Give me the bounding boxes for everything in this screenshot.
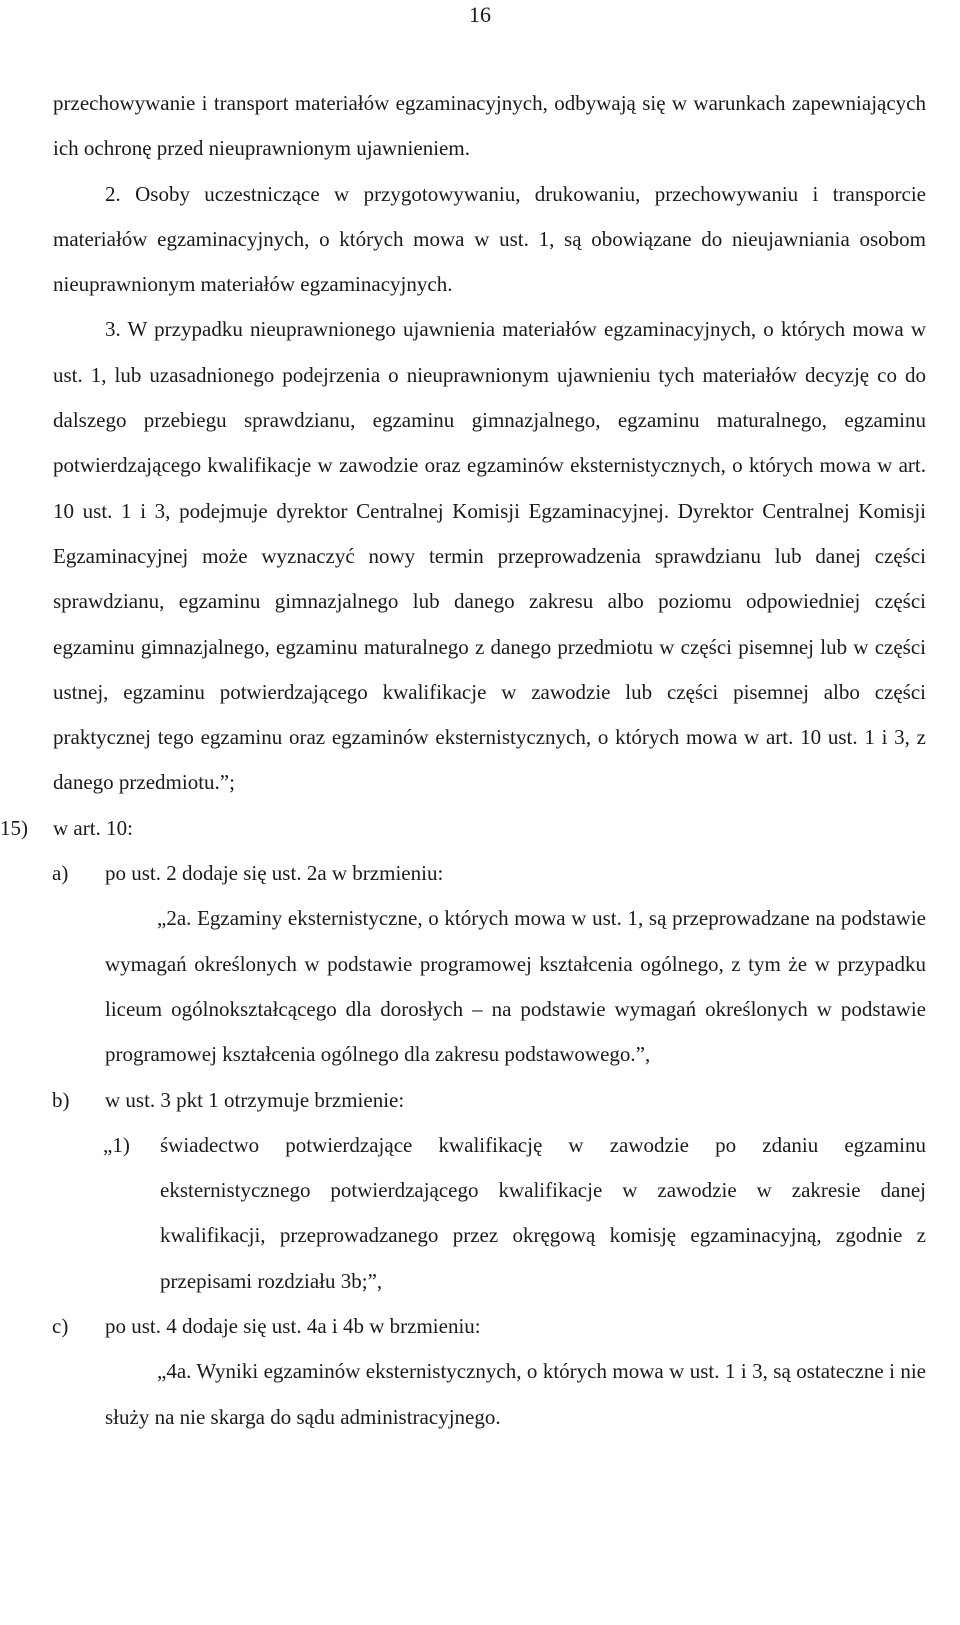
letter-b-label: b) [52,1087,70,1112]
letter-b-quote [103,1123,926,1304]
letter-c [52,1304,926,1349]
letter-b [52,1078,926,1123]
paragraph-3: 3. W przypadku nieuprawnionego ujawnienia materiałów egzaminacyjnych, o których mowa w ust. 1, lub uzasadnionego podejrzenia o nieuprawnionym ujawnieniu tych materiałów decyzję co do dalszego przebiegu sprawdzianu, egzaminu gimnazjalnego, egzaminu maturalnego, egzaminu potwierdzającego kwalifikacje w zawodzie oraz egzaminów eksternistycznych, o których mowa w art. 10 ust. 1 i 3, podejmuje dyrektor Centralnej Komisji Egzaminacyjnej. Dyrektor Centralnej Komisji Egzaminacyjnej może wyznaczyć nowy termin przeprowadzenia sprawdzianu lub danej części sprawdzianu, egzaminu gimnazjalnego lub danego zakresu albo poziomu odpowiedniej części egzaminu gimnazjalnego, egzaminu maturalnego z danego przedmiotu w części pisemnej lub w części ustnej, egzaminu potwierdzającego kwalifikacje w zawodzie lub części pisemnej albo części praktycznej tego egzaminu oraz egzaminów eksternistycznych, o których mowa w art. 10 ust. 1 i 3, z danego przedmiotu.”; [53,317,926,795]
point-15 [0,806,926,851]
letter-b-quote-number [103,1123,130,1168]
point-15-number: 15) [0,815,28,840]
paragraph-2: 2. Osoby uczestniczące w przygotowywaniu, drukowaniu, przechowywaniu i transporcie materiałów egzaminacyjnych, o których mowa w ust. 1, są obowiązane do nieujawniania osobom nieuprawnionym materiałów egzaminacyjnych. [53,181,926,297]
document-body [0,81,960,1440]
letter-c-quote: „4a. Wyniki egzaminów eksternistycznych, o których mowa w ust. 1 i 3, są ostateczne i nie służy na nie skarga do sądu administracyjnego. [105,1359,926,1429]
letter-c-intro: po ust. 4 dodaje się ust. 4a i 4b w brzmieniu: [105,1314,481,1339]
letter-a-intro: po ust. 2 dodaje się ust. 2a w brzmieniu: [105,861,444,886]
letter-a [52,851,926,896]
letter-a-label: a) [52,861,69,886]
paragraph-continuation: przechowywanie i transport materiałów egzaminacyjnych, odbywają się w warunkach zapewniających ich ochronę przed nieuprawnionym ujawnieniem. [53,91,926,161]
letter-b-quote-text: świadectwo potwierdzające kwalifikację w zawodzie po zdaniu egzaminu eksternistycznego potwierdzającego kwalifikacje w zawodzie w zakresie danej kwalifikacji, przeprowadzanego przez okręgową komisję egzaminacyjną, zgodnie z przepisami rozdziału 3b;”, [160,1132,926,1293]
letter-b-quote-num: 1) [112,1132,130,1157]
letter-c-label: c) [52,1314,69,1339]
page-number: 16 [469,2,491,27]
letter-b-intro: w ust. 3 pkt 1 otrzymuje brzmienie: [105,1087,405,1112]
point-15-text: w art. 10: [53,815,133,840]
letter-b-quote-open: „ [103,1132,113,1157]
letter-a-quote: „2a. Egzaminy eksternistyczne, o których mowa w ust. 1, są przeprowadzane na podstawie wymagań określonych w podstawie programowej kształcenia ogólnego, z tym że w przypadku liceum ogólnokształcącego dla dorosłych – na podstawie wymagań określonych w podstawie programowej kształcenia ogólnego dla zakresu podstawowego.”, [105,906,926,1067]
